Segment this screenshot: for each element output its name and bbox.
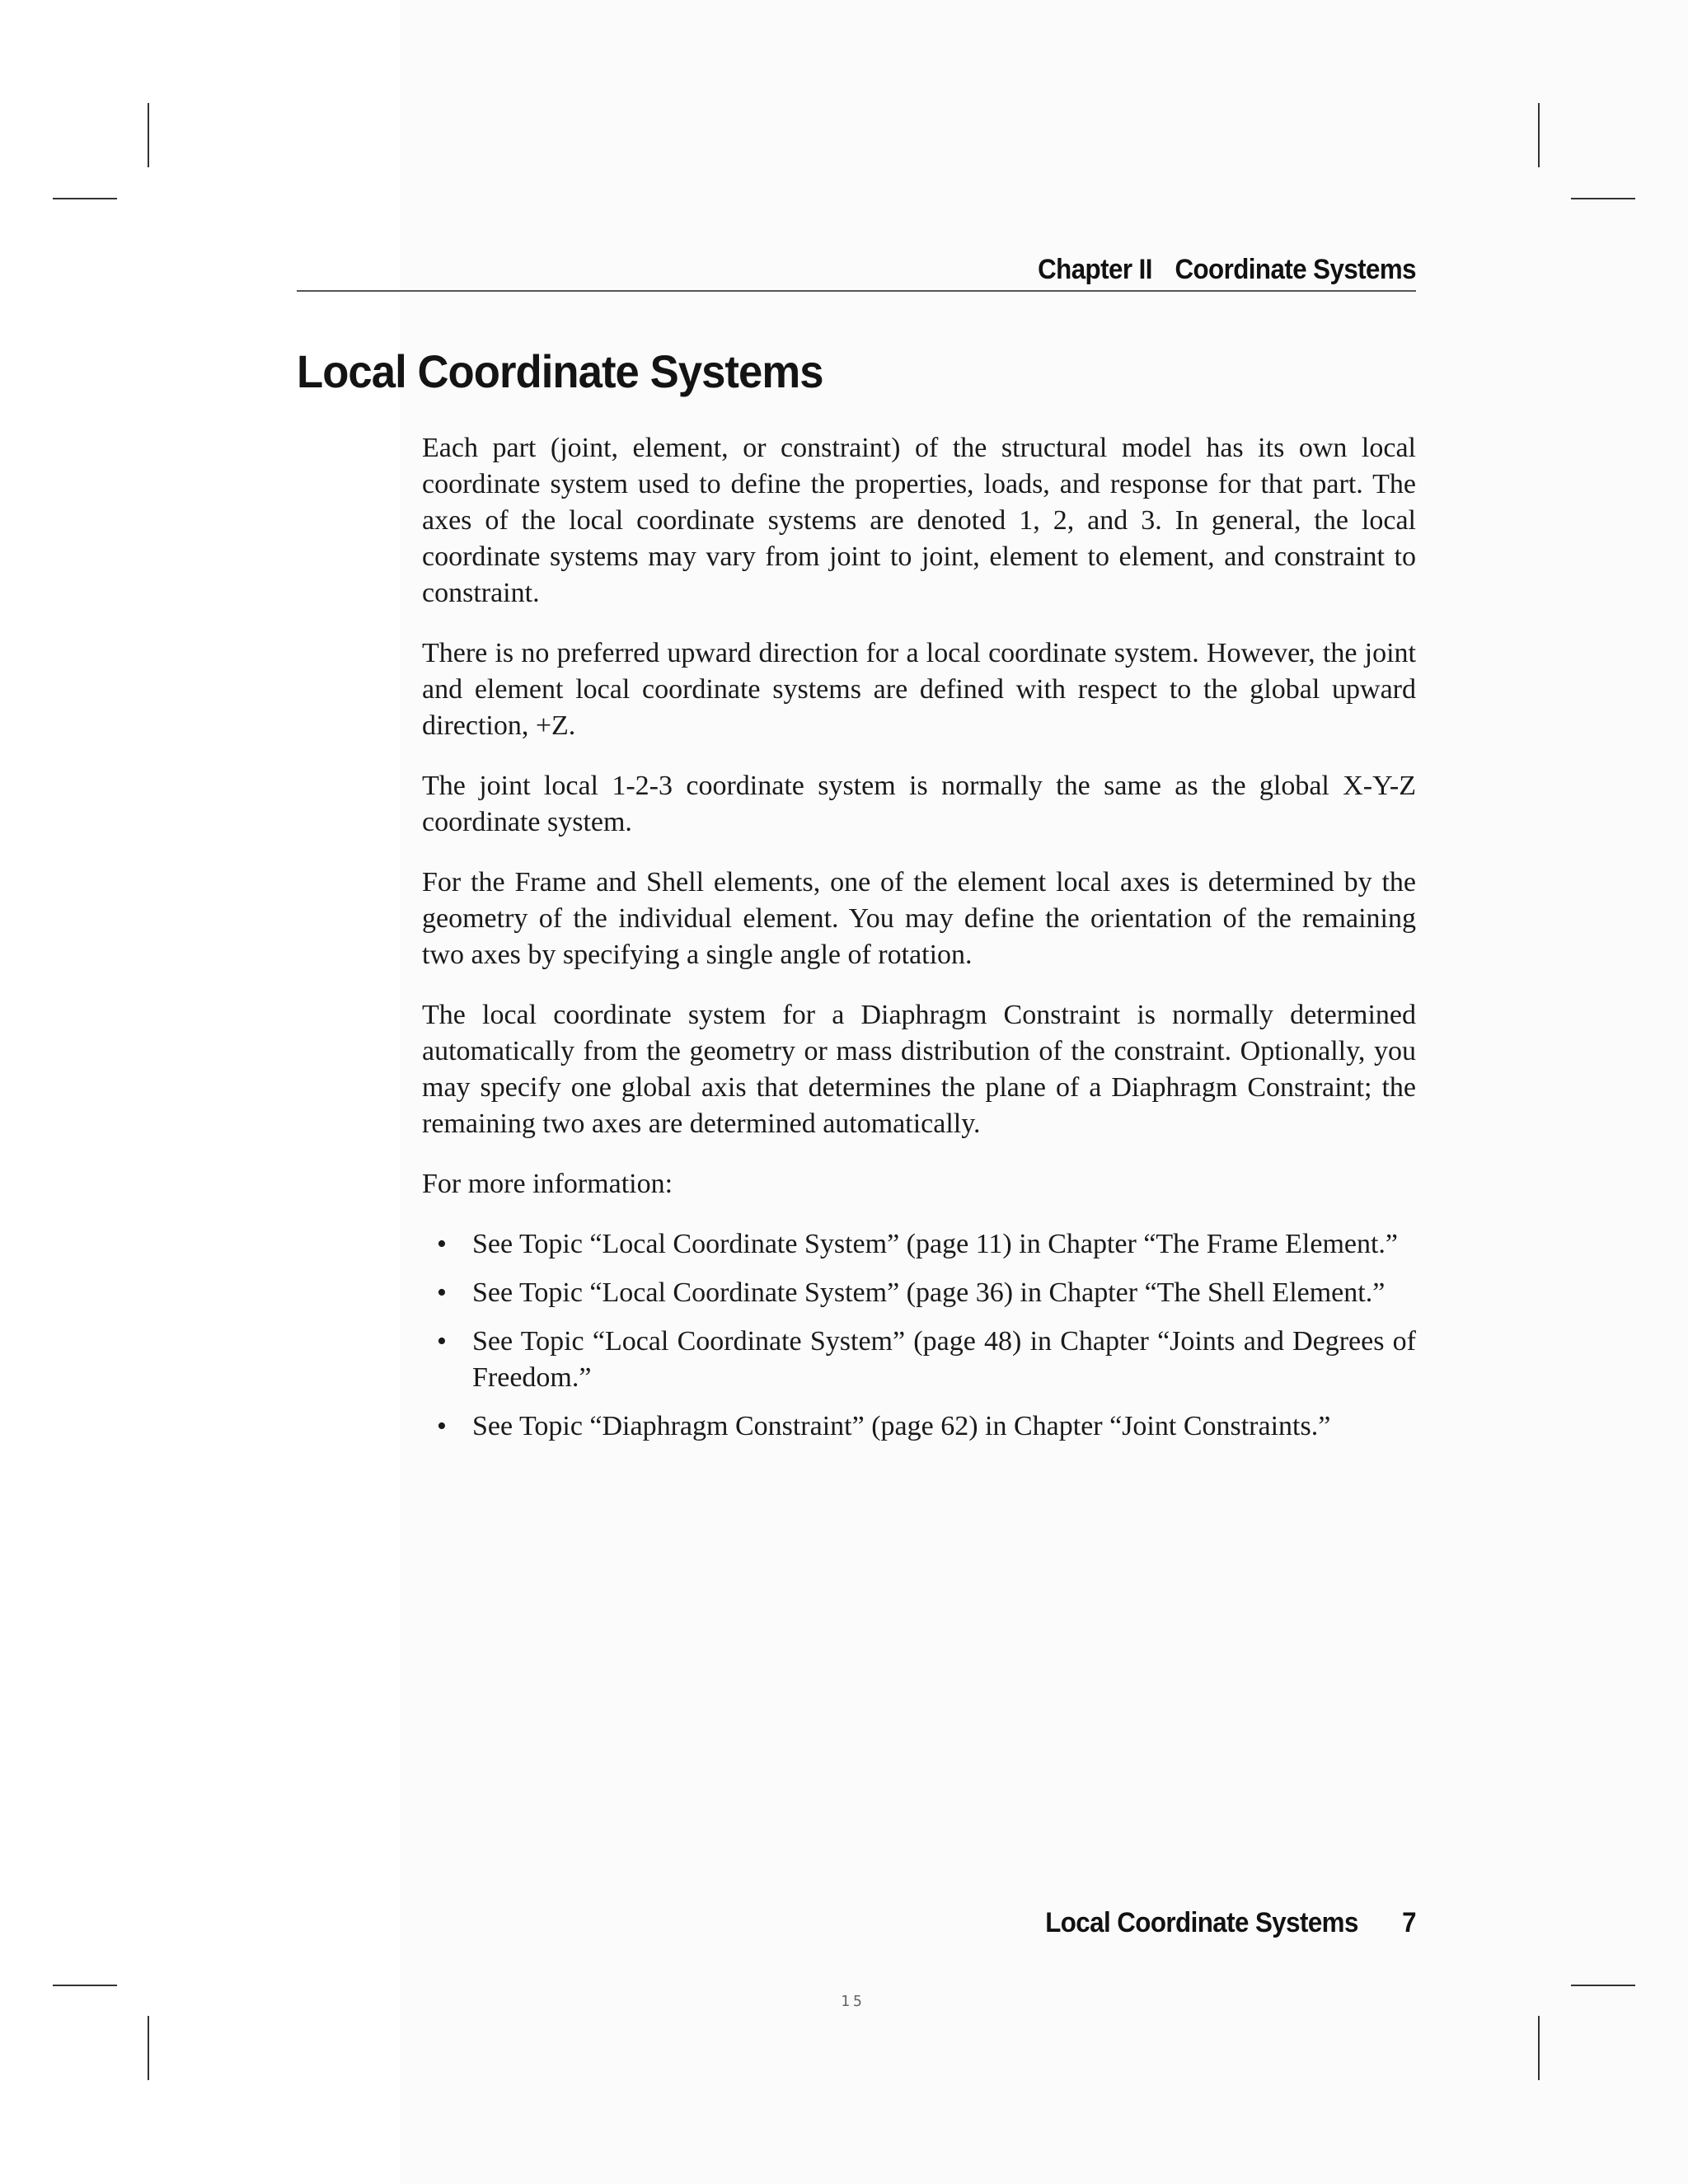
bullet-marker: • [437, 1229, 447, 1259]
page-number: 7 [1402, 1907, 1416, 1938]
chapter-label: Chapter II [1038, 254, 1152, 285]
paragraph: For the Frame and Shell elements, one of the element local axes is determined by the geometry of the individual element. You may define the orientation of the remaining two axes by specifying a single angle of rotation. [422, 867, 1416, 970]
header-rule [297, 290, 1416, 292]
list-item [422, 1275, 1416, 1311]
list-item-text: See Topic “Local Coordinate System” (page 48) in Chapter “Joints and Degrees of Freedom.” [472, 1326, 1416, 1393]
bullet-marker: • [437, 1326, 447, 1357]
crop-mark-top-right-vertical [1538, 103, 1540, 167]
sheet-number: 15 [841, 1993, 865, 2010]
bullet-marker: • [437, 1277, 447, 1308]
page-footer [871, 1907, 1416, 1939]
chapter-title: Coordinate Systems [1175, 254, 1416, 285]
paragraph: The local coordinate system for a Diaphragm Constraint is normally determined automatically from the geometry or mass distribution of the constraint. Optionally, you may specify one global axis that determines the plane of a Diaphragm Constraint; the remaining two axes are determined automatically. [422, 1000, 1416, 1139]
paragraph: The joint local 1-2-3 coordinate system is normally the same as the global X-Y-Z coordinate system. [422, 771, 1416, 837]
list-item [422, 1408, 1416, 1445]
bullet-marker: • [437, 1411, 447, 1441]
running-header [387, 254, 1416, 286]
section-title: Local Coordinate Systems [297, 345, 823, 397]
list-item-text: See Topic “Diaphragm Constraint” (page 62) in Chapter “Joint Constraints.” [472, 1411, 1331, 1441]
crop-mark-top-left-vertical [148, 103, 149, 167]
crop-mark-bottom-right-vertical [1538, 2016, 1540, 2080]
body-text [422, 430, 1416, 1457]
list-item [422, 1226, 1416, 1263]
crop-mark-top-left-horizontal [53, 198, 117, 199]
crop-mark-top-right-horizontal [1571, 198, 1635, 199]
crop-mark-bottom-left-horizontal [53, 1985, 117, 1986]
reference-list [422, 1226, 1416, 1445]
list-item-text: See Topic “Local Coordinate System” (page 11) in Chapter “The Frame Element.” [472, 1229, 1399, 1259]
list-item-text: See Topic “Local Coordinate System” (page 36) in Chapter “The Shell Element.” [472, 1277, 1386, 1308]
paragraph: For more information: [422, 1169, 673, 1199]
crop-mark-bottom-left-vertical [148, 2016, 149, 2080]
paragraph: There is no preferred upward direction for a local coordinate system. However, the joint and element local coordinate systems are defined with respect to the global upward direction, +Z. [422, 638, 1416, 741]
paragraph: Each part (joint, element, or constraint) of the structural model has its own local coordinate system used to define the properties, loads, and response for that part. The axes of the local coordinate systems are denoted 1, 2, and 3. In general, the local coordinate systems may vary from joint to joint, element to element, and constraint to constraint. [422, 433, 1416, 608]
list-item [422, 1324, 1416, 1396]
crop-mark-bottom-right-horizontal [1571, 1985, 1635, 1986]
footer-section-name: Local Coordinate Systems [1045, 1907, 1358, 1938]
